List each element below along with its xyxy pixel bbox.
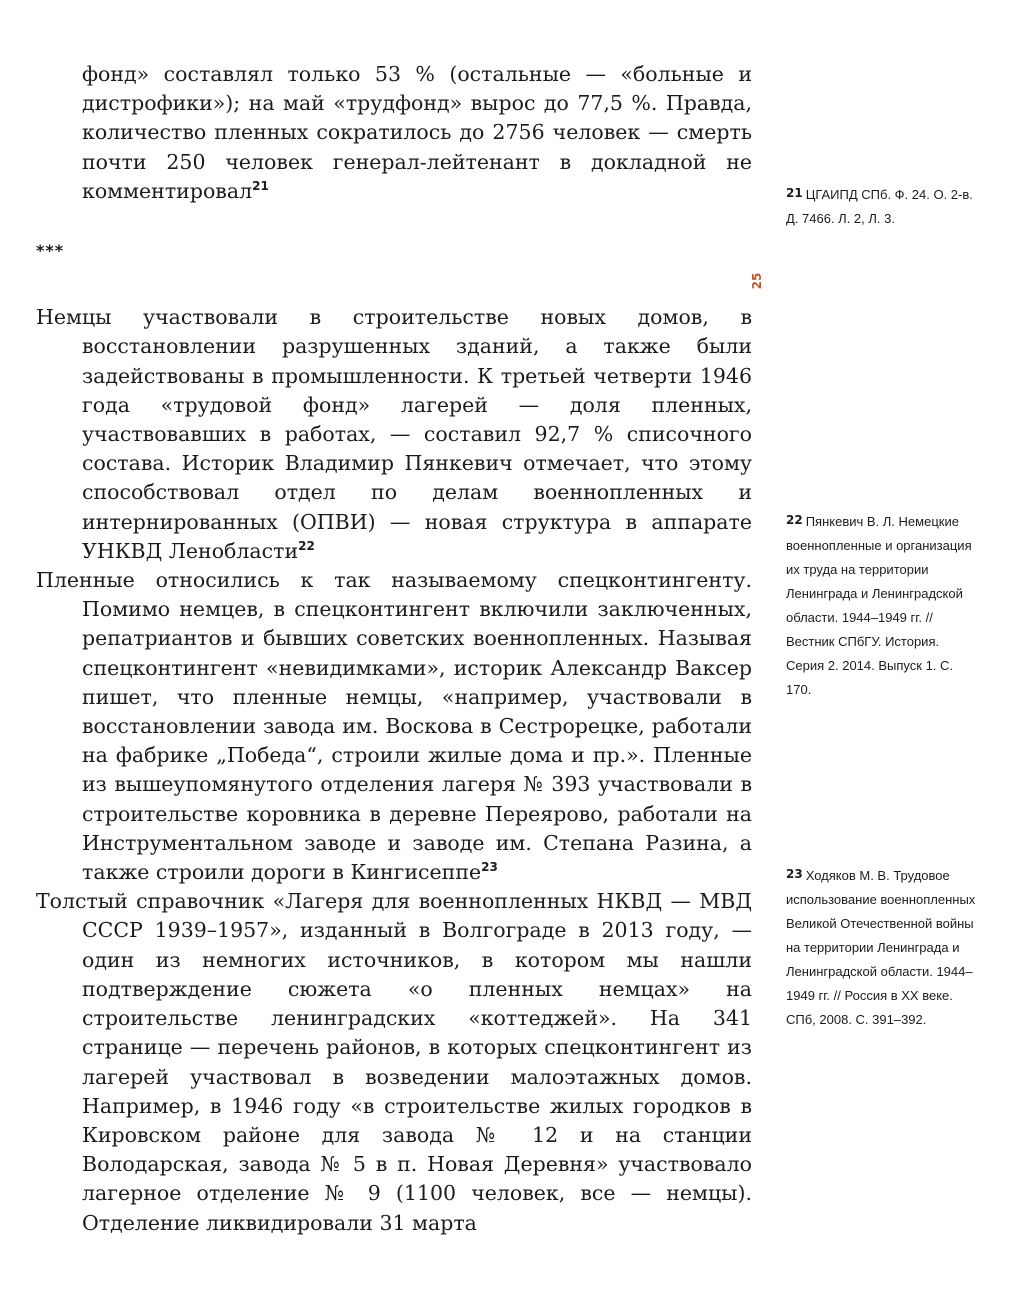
paragraph xyxy=(36,303,752,566)
footnote-ref[interactable]: 22 xyxy=(298,539,315,554)
section-separator: *** xyxy=(36,241,65,261)
paragraph-text: Немцы участвовали в строительстве новых домов, в восстановлении разрушенных зданий, а также были задействованы в промышленности. К третьей четверти 1946 года «трудовой фонд» лагерей — доля пленных, участвовавших в работах, — составил 92,7 % списочного состава. Историк Владимир Пянкевич отмечает, что этому способствовал отдел по делам военнопленных и интернированных (ОПВИ) — новая структура в аппарате УНКВД Ленобласти xyxy=(36,305,752,563)
footnote-ref[interactable]: 21 xyxy=(252,178,269,193)
footnote xyxy=(786,862,976,1032)
paragraph xyxy=(36,887,752,1237)
paragraph-text: Толстый справочник «Лагеря для военнопленных НКВД — МВД СССР 1939–1957», изданный в Волгограде в 2013 году, — один из немногих источников, в котором мы нашли подтверждение сюжета «о пленных немцах» на строительстве ленинградских «коттеджей». На 341 странице — перечень районов, в которых спецконтингент из лагерей участвовал в возведении малоэтажных домов. Например, в 1946 году «в строительстве жилых городков в Кировском районе для завода № 12 и на станции Володарская, завода № 5 в п. Новая Деревня» участвовало лагерное отделение № 9 (1100 человек, все — немцы). Отделение ликвидировали 31 марта xyxy=(36,889,752,1235)
footnote xyxy=(786,181,976,231)
footnote-text: Пянкевич В. Л. Немецкие военнопленные и организация их труда на территории Ленинграда и Ленинградской области. 1944–1949 гг. // Вестник СПбГУ. История. Серия 2. 2014. Выпуск 1. С. 170. xyxy=(786,514,972,697)
footnote xyxy=(786,508,976,702)
page-number: 25 xyxy=(750,272,764,290)
paragraph-text: фонд» составлял только 53 % (остальные — «больные и дистрофики»); на май «трудфонд» вырос до 77,5 %. Правда, количество пленных сократилось до 2756 человек — смерть почти 250 человек генерал-лейтенант в докладной не комментировал xyxy=(82,62,752,203)
footnote-text: Ходяков М. В. Трудовое использование военнопленных Великой Отечественной войны на территории Ленинграда и Ленинградской области. 1944–1949 гг. // Россия в XX веке. СПб, 2008. С. 391–392. xyxy=(786,868,976,1027)
footnote-number: 21 xyxy=(786,186,803,200)
paragraph xyxy=(36,566,752,887)
paragraph-continuation xyxy=(36,60,752,206)
paragraph-text: Пленные относились к так называемому спецконтингенту. Помимо немцев, в спецконтингент включили заключенных, репатриантов и бывших советских военнопленных. Называя спецконтингент «невидимками», историк Александр Ваксер пишет, что пленные немцы, «например, участвовали в восстановлении завода им. Воскова в Сестрорецке, работали на фабрике „Победа“, строили жилые дома и пр.». Пленные из вышеупомянутого отделения лагеря № 393 участвовали в строительстве коровника в деревне Переярово, работали на Инструментальном заводе и заводе им. Степана Разина, а также строили дороги в Кингисеппе xyxy=(36,568,752,885)
footnote-number: 23 xyxy=(786,867,803,881)
footnote-text: ЦГАИПД СПб. Ф. 24. О. 2-в. Д. 7466. Л. 2, Л. 3. xyxy=(786,187,973,226)
main-text xyxy=(36,60,752,1238)
footnote-ref[interactable]: 23 xyxy=(481,860,498,875)
footnote-number: 22 xyxy=(786,513,803,527)
